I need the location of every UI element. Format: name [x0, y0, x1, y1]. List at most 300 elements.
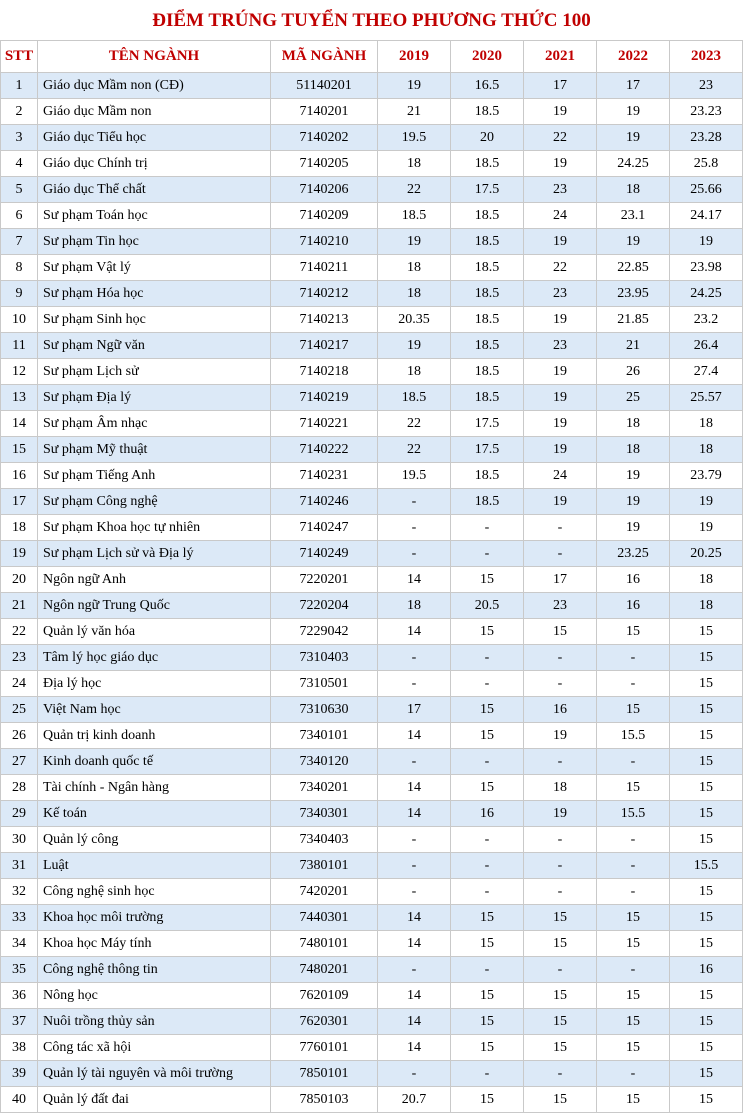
cell-2020: 15: [451, 983, 524, 1009]
table-row: [1, 229, 743, 255]
cell-2021: 24: [524, 203, 597, 229]
cell-stt: 23: [1, 645, 38, 671]
cell-stt: 34: [1, 931, 38, 957]
cell-2022: 15: [597, 905, 670, 931]
cell-major-name: Quản trị kinh doanh: [38, 723, 271, 749]
cell-major-code: 7140206: [271, 177, 378, 203]
cell-2019: 19: [378, 229, 451, 255]
cell-2023: 15: [670, 749, 743, 775]
cell-major-code: 7340301: [271, 801, 378, 827]
table-row: [1, 567, 743, 593]
cell-major-code: 7229042: [271, 619, 378, 645]
cell-major-name: Giáo dục Mầm non (CĐ): [38, 73, 271, 99]
table-row: [1, 983, 743, 1009]
cell-2023: 15: [670, 775, 743, 801]
cell-2023: 23.98: [670, 255, 743, 281]
cell-2022: -: [597, 671, 670, 697]
cell-major-code: 7140202: [271, 125, 378, 151]
cell-major-name: Tài chính - Ngân hàng: [38, 775, 271, 801]
cell-2023: 18: [670, 567, 743, 593]
cell-stt: 5: [1, 177, 38, 203]
column-header-2020: 2020: [451, 41, 524, 73]
cell-2020: -: [451, 671, 524, 697]
cell-stt: 15: [1, 437, 38, 463]
cell-2019: -: [378, 645, 451, 671]
cell-2023: 15: [670, 1061, 743, 1087]
cell-major-code: 7310403: [271, 645, 378, 671]
cell-2019: 14: [378, 567, 451, 593]
table-row: [1, 697, 743, 723]
cell-2022: 15: [597, 697, 670, 723]
cell-2022: 15: [597, 1009, 670, 1035]
cell-major-name: Giáo dục Chính trị: [38, 151, 271, 177]
cell-2022: 19: [597, 125, 670, 151]
cell-major-name: Sư phạm Hóa học: [38, 281, 271, 307]
table-row: [1, 1009, 743, 1035]
cell-major-name: Sư phạm Lịch sử và Địa lý: [38, 541, 271, 567]
cell-2019: 19.5: [378, 463, 451, 489]
cell-stt: 19: [1, 541, 38, 567]
cell-major-name: Kế toán: [38, 801, 271, 827]
cell-2022: 25: [597, 385, 670, 411]
cell-2023: 15: [670, 645, 743, 671]
table-row: [1, 281, 743, 307]
table-row: [1, 671, 743, 697]
column-header-major-name: TÊN NGÀNH: [38, 41, 271, 73]
cell-major-name: Khoa học Máy tính: [38, 931, 271, 957]
cell-2023: 19: [670, 515, 743, 541]
cell-2023: 15: [670, 723, 743, 749]
cell-major-name: Công tác xã hội: [38, 1035, 271, 1061]
cell-major-code: 7220201: [271, 567, 378, 593]
cell-2021: 15: [524, 931, 597, 957]
table-row: [1, 307, 743, 333]
cell-2019: 19: [378, 73, 451, 99]
cell-2023: 15: [670, 905, 743, 931]
cell-2021: 15: [524, 905, 597, 931]
cell-2023: 15: [670, 1035, 743, 1061]
cell-major-name: Quản lý đất đai: [38, 1087, 271, 1113]
cell-2021: -: [524, 749, 597, 775]
cell-2021: 23: [524, 281, 597, 307]
cell-2020: 18.5: [451, 359, 524, 385]
cell-stt: 30: [1, 827, 38, 853]
cell-2019: 14: [378, 931, 451, 957]
cell-major-name: Công nghệ thông tin: [38, 957, 271, 983]
cell-2020: 15: [451, 619, 524, 645]
cell-2023: 27.4: [670, 359, 743, 385]
cell-2020: 15: [451, 1035, 524, 1061]
cell-2019: -: [378, 749, 451, 775]
cell-major-name: Sư phạm Ngữ văn: [38, 333, 271, 359]
cell-2021: 15: [524, 1087, 597, 1113]
table-row: [1, 385, 743, 411]
cell-major-name: Tâm lý học giáo dục: [38, 645, 271, 671]
cell-2020: -: [451, 853, 524, 879]
cell-2020: 16.5: [451, 73, 524, 99]
cell-major-name: Sư phạm Sinh học: [38, 307, 271, 333]
cell-2019: 19.5: [378, 125, 451, 151]
cell-2023: 24.17: [670, 203, 743, 229]
cell-2022: 19: [597, 99, 670, 125]
cell-2019: 14: [378, 775, 451, 801]
cell-2022: 16: [597, 567, 670, 593]
cell-2022: 21: [597, 333, 670, 359]
cell-2023: 15: [670, 983, 743, 1009]
cell-2021: -: [524, 879, 597, 905]
cell-2019: 22: [378, 177, 451, 203]
cell-2022: 19: [597, 229, 670, 255]
cell-2020: 18.5: [451, 229, 524, 255]
cell-2023: 25.8: [670, 151, 743, 177]
cell-major-name: Ngôn ngữ Anh: [38, 567, 271, 593]
cell-stt: 4: [1, 151, 38, 177]
cell-2019: 20.35: [378, 307, 451, 333]
cell-major-name: Sư phạm Lịch sử: [38, 359, 271, 385]
cell-2021: 15: [524, 1009, 597, 1035]
cell-2020: -: [451, 541, 524, 567]
cell-2023: 26.4: [670, 333, 743, 359]
cell-2020: 18.5: [451, 307, 524, 333]
cell-2022: -: [597, 879, 670, 905]
table-row: [1, 541, 743, 567]
cell-2019: -: [378, 957, 451, 983]
cell-2021: 19: [524, 489, 597, 515]
table-row: [1, 1061, 743, 1087]
cell-2022: 18: [597, 437, 670, 463]
cell-2021: 18: [524, 775, 597, 801]
cell-2022: 26: [597, 359, 670, 385]
cell-stt: 7: [1, 229, 38, 255]
cell-2023: 20.25: [670, 541, 743, 567]
cell-2021: 22: [524, 125, 597, 151]
cell-2023: 15: [670, 879, 743, 905]
cell-2021: 15: [524, 1035, 597, 1061]
cell-2021: 19: [524, 411, 597, 437]
cell-major-code: 7380101: [271, 853, 378, 879]
cell-major-name: Sư phạm Công nghệ: [38, 489, 271, 515]
cell-stt: 11: [1, 333, 38, 359]
cell-major-code: 7420201: [271, 879, 378, 905]
cell-2021: 23: [524, 593, 597, 619]
cell-2021: 19: [524, 151, 597, 177]
cell-major-code: 7310630: [271, 697, 378, 723]
cell-2020: 18.5: [451, 385, 524, 411]
cell-2021: 19: [524, 359, 597, 385]
table-row: [1, 1087, 743, 1113]
cell-2019: -: [378, 879, 451, 905]
table-row: [1, 723, 743, 749]
table-row: [1, 853, 743, 879]
cell-2019: 14: [378, 619, 451, 645]
cell-stt: 31: [1, 853, 38, 879]
cell-major-name: Nuôi trồng thủy sản: [38, 1009, 271, 1035]
cell-2019: -: [378, 853, 451, 879]
cell-2023: 15: [670, 827, 743, 853]
cell-2020: 18.5: [451, 99, 524, 125]
cell-stt: 12: [1, 359, 38, 385]
cell-major-code: 7440301: [271, 905, 378, 931]
cell-2021: 19: [524, 229, 597, 255]
cell-2019: 17: [378, 697, 451, 723]
column-header-major-code: MÃ NGÀNH: [271, 41, 378, 73]
cell-2019: 14: [378, 723, 451, 749]
cell-stt: 22: [1, 619, 38, 645]
cell-2022: -: [597, 645, 670, 671]
cell-2022: -: [597, 957, 670, 983]
cell-major-name: Quản lý công: [38, 827, 271, 853]
table-row: [1, 775, 743, 801]
cell-2021: 17: [524, 567, 597, 593]
table-row: [1, 489, 743, 515]
cell-major-code: 7140218: [271, 359, 378, 385]
cell-stt: 29: [1, 801, 38, 827]
cell-2019: -: [378, 489, 451, 515]
cell-major-name: Sư phạm Vật lý: [38, 255, 271, 281]
cell-2020: 15: [451, 775, 524, 801]
cell-major-code: 7310501: [271, 671, 378, 697]
table-row: [1, 333, 743, 359]
cell-major-name: Địa lý học: [38, 671, 271, 697]
table-row: [1, 931, 743, 957]
cell-major-name: Ngôn ngữ Trung Quốc: [38, 593, 271, 619]
cell-2020: 20: [451, 125, 524, 151]
cell-2023: 18: [670, 411, 743, 437]
cell-2022: 19: [597, 463, 670, 489]
table-row: [1, 151, 743, 177]
cell-2022: 18: [597, 411, 670, 437]
cell-2019: 18.5: [378, 203, 451, 229]
cell-2022: 23.1: [597, 203, 670, 229]
cell-stt: 10: [1, 307, 38, 333]
cell-2020: 18.5: [451, 463, 524, 489]
page-title: ĐIỂM TRÚNG TUYỂN THEO PHƯƠNG THỨC 100: [152, 10, 591, 31]
cell-major-name: Sư phạm Địa lý: [38, 385, 271, 411]
cell-2019: 14: [378, 983, 451, 1009]
cell-major-code: 7620109: [271, 983, 378, 1009]
cell-stt: 2: [1, 99, 38, 125]
cell-2023: 19: [670, 489, 743, 515]
cell-stt: 13: [1, 385, 38, 411]
cell-stt: 35: [1, 957, 38, 983]
cell-2022: 18: [597, 177, 670, 203]
cell-2020: -: [451, 645, 524, 671]
cell-2020: -: [451, 1061, 524, 1087]
cell-2023: 18: [670, 437, 743, 463]
cell-stt: 27: [1, 749, 38, 775]
cell-2021: -: [524, 957, 597, 983]
cell-2020: 15: [451, 697, 524, 723]
cell-2020: 18.5: [451, 281, 524, 307]
cell-2023: 24.25: [670, 281, 743, 307]
cell-2020: -: [451, 957, 524, 983]
cell-2022: 19: [597, 489, 670, 515]
cell-2023: 25.57: [670, 385, 743, 411]
cell-stt: 38: [1, 1035, 38, 1061]
cell-2021: -: [524, 1061, 597, 1087]
cell-2020: 16: [451, 801, 524, 827]
cell-major-code: 7140209: [271, 203, 378, 229]
cell-2019: 20.7: [378, 1087, 451, 1113]
cell-2021: 19: [524, 307, 597, 333]
cell-major-code: 7140246: [271, 489, 378, 515]
cell-2023: 15.5: [670, 853, 743, 879]
cell-2023: 15: [670, 1009, 743, 1035]
cell-2021: -: [524, 853, 597, 879]
cell-2023: 19: [670, 229, 743, 255]
table-row: [1, 645, 743, 671]
cell-major-code: 7220204: [271, 593, 378, 619]
table-row: [1, 73, 743, 99]
header-row: [1, 41, 743, 73]
cell-2021: -: [524, 671, 597, 697]
cell-2023: 18: [670, 593, 743, 619]
table-row: [1, 125, 743, 151]
cell-major-code: 7620301: [271, 1009, 378, 1035]
cell-2020: 15: [451, 1087, 524, 1113]
cell-major-code: 7480101: [271, 931, 378, 957]
cell-2023: 15: [670, 1087, 743, 1113]
cell-2019: 18: [378, 255, 451, 281]
cell-2020: 15: [451, 1009, 524, 1035]
column-header-2023: 2023: [670, 41, 743, 73]
cell-major-code: 7480201: [271, 957, 378, 983]
cell-stt: 20: [1, 567, 38, 593]
cell-major-code: 7340201: [271, 775, 378, 801]
cell-stt: 6: [1, 203, 38, 229]
cell-2020: 17.5: [451, 437, 524, 463]
cell-2020: 15: [451, 723, 524, 749]
table-row: [1, 1035, 743, 1061]
cell-2022: 15: [597, 775, 670, 801]
table-body: [1, 73, 743, 1113]
cell-stt: 40: [1, 1087, 38, 1113]
cell-2022: 16: [597, 593, 670, 619]
cell-2019: 18: [378, 281, 451, 307]
cell-major-name: Sư phạm Tiếng Anh: [38, 463, 271, 489]
cell-major-code: 7140211: [271, 255, 378, 281]
cell-major-name: Quản lý văn hóa: [38, 619, 271, 645]
cell-2023: 23.79: [670, 463, 743, 489]
table-row: [1, 879, 743, 905]
cell-major-code: 51140201: [271, 73, 378, 99]
cell-2019: -: [378, 671, 451, 697]
cell-2020: -: [451, 879, 524, 905]
cell-2022: 15: [597, 619, 670, 645]
cell-2019: 21: [378, 99, 451, 125]
cell-2021: 17: [524, 73, 597, 99]
cell-major-name: Nông học: [38, 983, 271, 1009]
cell-major-code: 7340101: [271, 723, 378, 749]
cell-2020: 18.5: [451, 489, 524, 515]
cell-2020: 15: [451, 931, 524, 957]
cell-2021: -: [524, 515, 597, 541]
cell-2023: 23: [670, 73, 743, 99]
cell-2022: 17: [597, 73, 670, 99]
cell-2021: 15: [524, 983, 597, 1009]
cell-2020: 18.5: [451, 255, 524, 281]
cell-stt: 3: [1, 125, 38, 151]
cell-major-name: Giáo dục Tiểu học: [38, 125, 271, 151]
cell-2022: 15.5: [597, 801, 670, 827]
table-row: [1, 463, 743, 489]
cell-2023: 15: [670, 801, 743, 827]
cell-2020: 17.5: [451, 177, 524, 203]
cell-2020: 15: [451, 905, 524, 931]
cell-major-name: Sư phạm Tin học: [38, 229, 271, 255]
cell-2019: 22: [378, 437, 451, 463]
cell-2019: -: [378, 541, 451, 567]
cell-2022: 19: [597, 515, 670, 541]
cell-stt: 1: [1, 73, 38, 99]
table-row: [1, 99, 743, 125]
cell-stt: 21: [1, 593, 38, 619]
cell-2021: -: [524, 827, 597, 853]
cell-major-name: Sư phạm Toán học: [38, 203, 271, 229]
cell-2023: 25.66: [670, 177, 743, 203]
cell-2023: 23.23: [670, 99, 743, 125]
table-row: [1, 905, 743, 931]
cell-2023: 23.28: [670, 125, 743, 151]
cell-2022: 24.25: [597, 151, 670, 177]
cell-2020: -: [451, 515, 524, 541]
cell-2022: 15.5: [597, 723, 670, 749]
cell-2019: 14: [378, 905, 451, 931]
cell-2022: 15: [597, 1035, 670, 1061]
cell-major-name: Sư phạm Khoa học tự nhiên: [38, 515, 271, 541]
table-row: [1, 177, 743, 203]
cell-stt: 24: [1, 671, 38, 697]
cell-stt: 39: [1, 1061, 38, 1087]
cell-2022: -: [597, 749, 670, 775]
table-row: [1, 411, 743, 437]
cell-2021: 19: [524, 99, 597, 125]
cell-major-code: 7850101: [271, 1061, 378, 1087]
cell-2020: 18.5: [451, 333, 524, 359]
cell-2020: 15: [451, 567, 524, 593]
cell-major-code: 7340403: [271, 827, 378, 853]
cell-major-name: Luật: [38, 853, 271, 879]
cell-2019: 18: [378, 593, 451, 619]
cell-2022: 23.25: [597, 541, 670, 567]
cell-stt: 33: [1, 905, 38, 931]
cell-2022: -: [597, 827, 670, 853]
cell-stt: 26: [1, 723, 38, 749]
table-row: [1, 801, 743, 827]
cell-stt: 18: [1, 515, 38, 541]
table-row: [1, 437, 743, 463]
table-row: [1, 619, 743, 645]
cell-major-code: 7140249: [271, 541, 378, 567]
cell-2022: -: [597, 853, 670, 879]
cell-2021: 16: [524, 697, 597, 723]
cell-2019: 14: [378, 801, 451, 827]
cell-2021: -: [524, 541, 597, 567]
cell-2022: -: [597, 1061, 670, 1087]
cell-stt: 16: [1, 463, 38, 489]
cell-major-code: 7140205: [271, 151, 378, 177]
cell-stt: 36: [1, 983, 38, 1009]
cell-major-name: Khoa học môi trường: [38, 905, 271, 931]
cell-2021: 24: [524, 463, 597, 489]
cell-stt: 8: [1, 255, 38, 281]
cell-2019: 14: [378, 1035, 451, 1061]
cell-2019: 14: [378, 1009, 451, 1035]
cell-stt: 37: [1, 1009, 38, 1035]
cell-2019: 18.5: [378, 385, 451, 411]
cell-2020: 18.5: [451, 203, 524, 229]
cell-stt: 9: [1, 281, 38, 307]
